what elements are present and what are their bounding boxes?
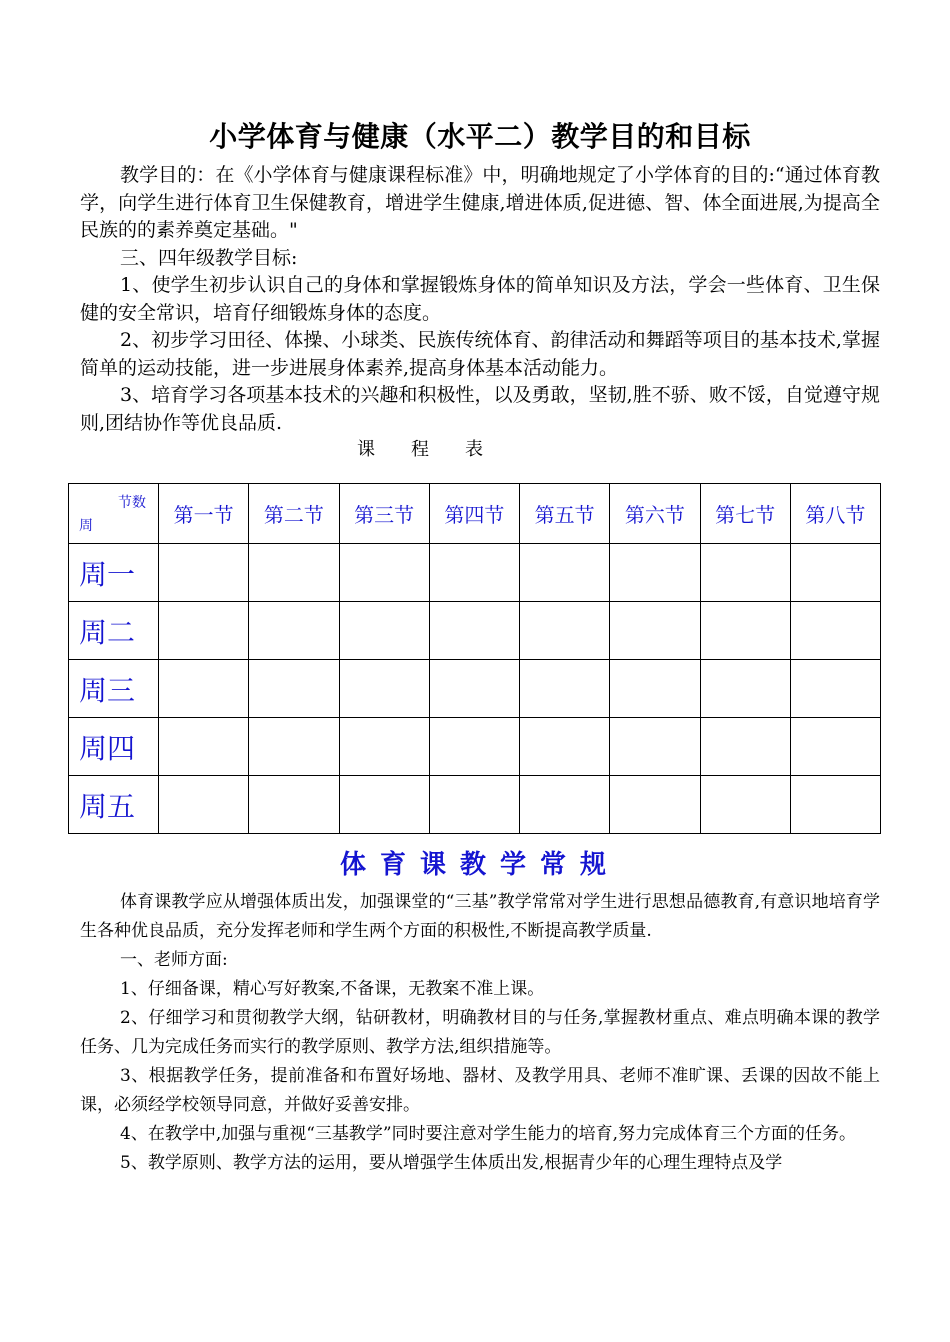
period-header: 第七节: [700, 484, 790, 544]
goal-item-2: 2、初步学习田径、体操、小球类、民族传统体育、韵律活动和舞蹈等项目的基本技术,掌握简单的运动技能，进一步进展身体素养,提高身体基本活动能力。: [80, 329, 880, 379]
period-header: 第四节: [429, 484, 519, 544]
day-label: 周五: [69, 776, 159, 834]
period-header: 第三节: [339, 484, 429, 544]
period-header: 第六节: [610, 484, 700, 544]
schedule-cell[interactable]: [249, 776, 339, 834]
schedule-cell[interactable]: [610, 602, 700, 660]
document-body: [80, 112, 880, 463]
schedule-cell[interactable]: [249, 544, 339, 602]
goal-item-3: 3、培育学习各项基本技术的兴趣和积极性，以及勇敢，坚韧,胜不骄、败不馁，自觉遵守规则,团结协作等优良品质.: [80, 384, 880, 434]
schedule-cell[interactable]: [790, 718, 880, 776]
rule-item-5: 5、教学原则、教学方法的运用，要从增强学生体质出发,根据青少年的心理生理特点及学: [120, 1153, 783, 1173]
schedule-caption: 课 程 表: [357, 439, 483, 460]
schedule-row: [69, 660, 881, 718]
schedule-cell[interactable]: [159, 776, 249, 834]
rule-item-2: 2、仔细学习和贯彻教学大纲，钻研教材，明确教材目的与任务,掌握教材重点、难点明确本课的教学任务、几为完成任务而实行的教学原则、教学方法,组织措施等。: [80, 1008, 880, 1057]
period-header: 第二节: [249, 484, 339, 544]
schedule-cell[interactable]: [520, 776, 610, 834]
corner-periods-label: 节数: [118, 495, 146, 511]
schedule-cell[interactable]: [339, 718, 429, 776]
schedule-cell[interactable]: [520, 660, 610, 718]
schedule-corner-cell: [69, 484, 159, 544]
section-title: 体育课教学常规: [339, 850, 620, 880]
schedule-cell[interactable]: [790, 544, 880, 602]
corner-week-label: 周: [79, 518, 93, 534]
schedule-cell[interactable]: [700, 544, 790, 602]
schedule-cell[interactable]: [429, 660, 519, 718]
document-title: 小学体育与健康（水平二）教学目的和目标: [209, 120, 751, 153]
schedule-cell[interactable]: [700, 776, 790, 834]
period-header: 第一节: [159, 484, 249, 544]
day-label: 周四: [69, 718, 159, 776]
schedule-cell[interactable]: [339, 602, 429, 660]
rule-item-4: 4、在教学中,加强与重视“三基教学”同时要注意对学生能力的培育,努力完成体育三个方面的任务。: [120, 1124, 857, 1144]
schedule-cell[interactable]: [520, 602, 610, 660]
schedule-row: [69, 602, 881, 660]
schedule-cell[interactable]: [339, 660, 429, 718]
schedule-row: [69, 718, 881, 776]
schedule-cell[interactable]: [429, 544, 519, 602]
class-schedule-table: [68, 483, 881, 834]
day-label: 周一: [69, 544, 159, 602]
pe-class-rules-section: [80, 842, 880, 1178]
day-label: 周三: [69, 660, 159, 718]
schedule-cell[interactable]: [520, 544, 610, 602]
schedule-cell[interactable]: [610, 718, 700, 776]
teaching-purpose-paragraph: 教学目的：在《小学体育与健康课程标准》中，明确地规定了小学体育的目的:“通过体育教学，向学生进行体育卫生保健教育，增进学生健康,增进体质,促进德、智、体全面进展,为提高全民族的的素养奠定基础。": [80, 164, 880, 241]
schedule-cell[interactable]: [610, 660, 700, 718]
schedule-cell[interactable]: [520, 718, 610, 776]
schedule-row: [69, 544, 881, 602]
teacher-subheading: 一、老师方面:: [120, 950, 228, 970]
schedule-cell[interactable]: [339, 544, 429, 602]
schedule-cell[interactable]: [249, 660, 339, 718]
period-header: 第五节: [520, 484, 610, 544]
schedule-cell[interactable]: [159, 660, 249, 718]
day-label: 周二: [69, 602, 159, 660]
schedule-cell[interactable]: [159, 718, 249, 776]
rule-item-3: 3、根据教学任务，提前准备和布置好场地、器材、及教学用具、老师不准旷课、丢课的因故不能上课，必须经学校领导同意，并做好妥善安排。: [80, 1066, 880, 1115]
goal-item-1: 1、使学生初步认识自己的身体和掌握锻炼身体的简单知识及方法，学会一些体育、卫生保健的安全常识，培育仔细锻炼身体的态度。: [80, 274, 880, 324]
schedule-cell[interactable]: [429, 718, 519, 776]
rule-item-1: 1、仔细备课，精心写好教案,不备课，无教案不准上课。: [120, 979, 545, 999]
schedule-header-row: [69, 484, 881, 544]
schedule-cell[interactable]: [700, 718, 790, 776]
schedule-row: [69, 776, 881, 834]
period-header: 第八节: [790, 484, 880, 544]
schedule-cell[interactable]: [610, 776, 700, 834]
schedule-cell[interactable]: [700, 660, 790, 718]
schedule-cell[interactable]: [790, 602, 880, 660]
schedule-cell[interactable]: [700, 602, 790, 660]
schedule-cell[interactable]: [790, 660, 880, 718]
schedule-cell[interactable]: [249, 602, 339, 660]
section-intro: 体育课教学应从增强体质出发，加强课堂的“三基”教学常常对学生进行思想品德教育,有意识地培育学生各种优良品质，充分发挥老师和学生两个方面的积极性,不断提高教学质量.: [80, 892, 880, 941]
schedule-cell[interactable]: [159, 602, 249, 660]
schedule-cell[interactable]: [610, 544, 700, 602]
schedule-cell[interactable]: [429, 776, 519, 834]
schedule-cell[interactable]: [249, 718, 339, 776]
schedule-cell[interactable]: [790, 776, 880, 834]
schedule-cell[interactable]: [159, 544, 249, 602]
goals-heading: 三、四年级教学目标:: [120, 246, 298, 269]
schedule-cell[interactable]: [339, 776, 429, 834]
schedule-cell[interactable]: [429, 602, 519, 660]
